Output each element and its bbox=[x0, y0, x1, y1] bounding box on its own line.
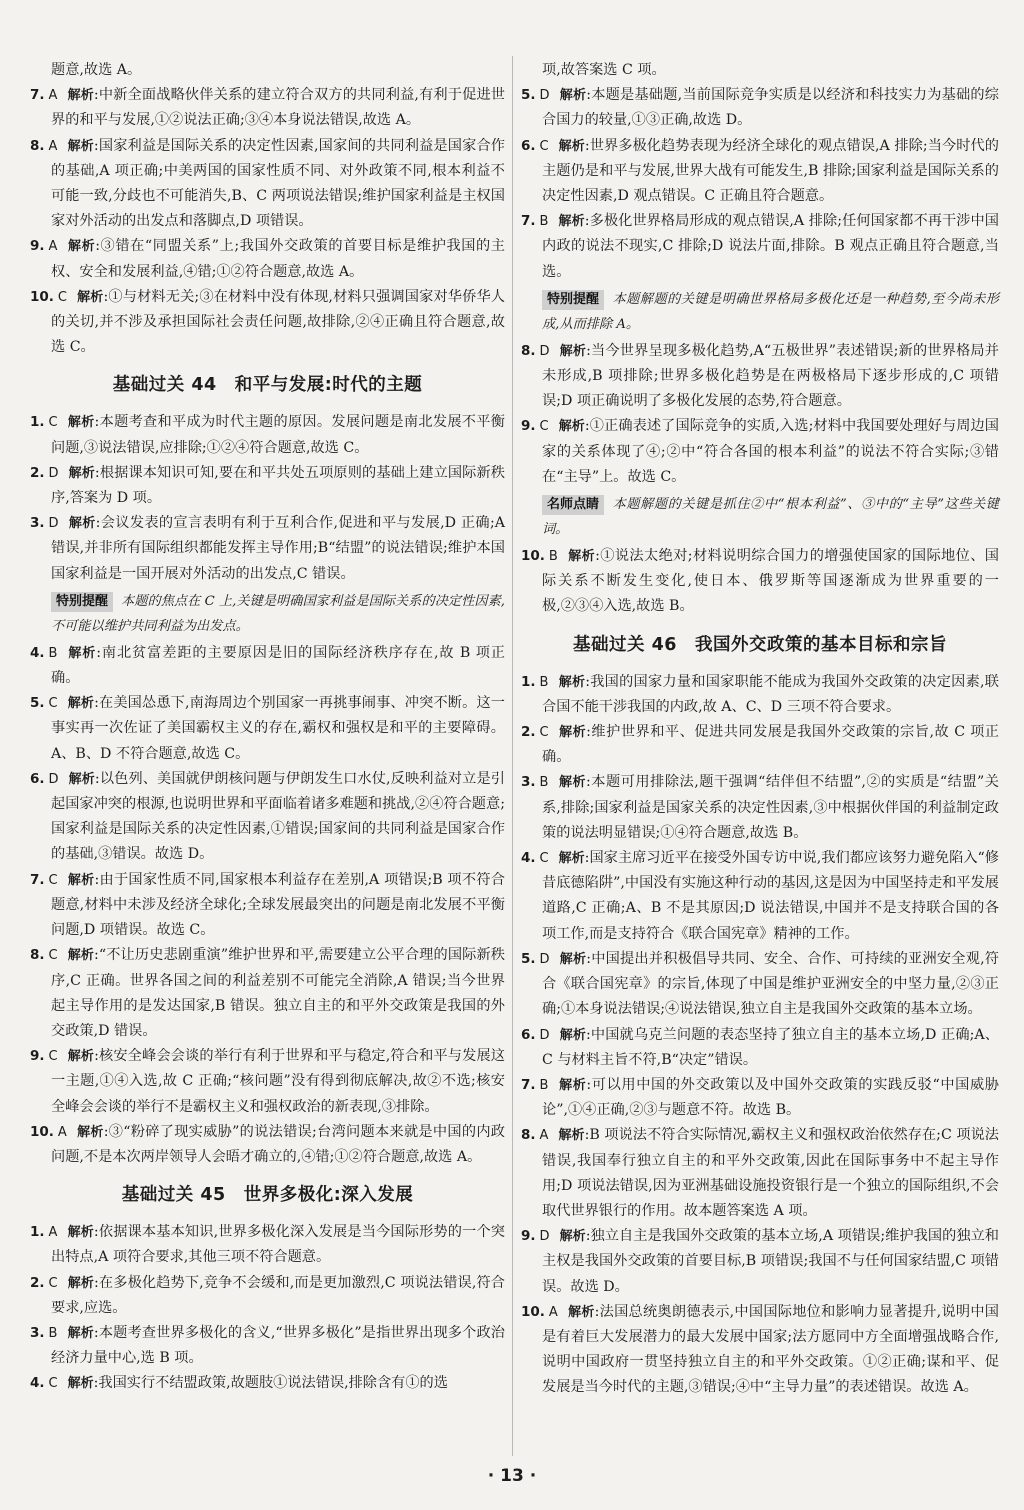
answer-item bbox=[521, 1073, 999, 1123]
answer-letter: B bbox=[48, 1325, 58, 1341]
question-number: 9. bbox=[521, 418, 536, 435]
left-column bbox=[30, 58, 505, 1397]
analysis-label: 解析 bbox=[67, 1275, 95, 1291]
answer-text: :依据课本基本知识,世界多极化深入发展是当今国际形势的一个突出特点,A 项符合要求,其他三项不符合题意。 bbox=[51, 1224, 505, 1266]
question-number: 10. bbox=[521, 548, 545, 565]
analysis-label: 解析 bbox=[67, 645, 97, 661]
tip-label: 特别提醒 bbox=[51, 592, 113, 612]
analysis-label: 解析 bbox=[67, 872, 95, 888]
answer-letter: D bbox=[48, 771, 59, 787]
question-number: 10. bbox=[30, 288, 54, 305]
answer-text: :①与材料无关;③在材料中没有体现,材料只强调国家对华侨华人的关切,并不涉及承担国际社会责任问题,故排除,②④正确且符合题意,故选 C。 bbox=[51, 288, 505, 356]
answer-letter: C bbox=[48, 1275, 58, 1291]
answer-text: :B 项说法不符合实际情况,霸权主义和强权政治依然存在;C 项说法错误,我国奉行独立自主的和平外交政策,因此在国际事务中不起主导作用;D 项说法错误,因为亚洲基础设施投资银行是一个独立的国际组织,不会取代世界银行的作用。故本题答案选 A 项。 bbox=[542, 1127, 999, 1219]
question-number: 10. bbox=[30, 1123, 54, 1140]
question-number: 7. bbox=[30, 871, 45, 888]
answer-item bbox=[30, 1044, 505, 1120]
answer-letter: A bbox=[48, 1225, 58, 1241]
answer-letter: C bbox=[48, 696, 58, 712]
answer-text: :本题是基础题,当前国际竞争实质是以经济和科技实力为基础的综合国力的较量,①③正确,故选 D。 bbox=[542, 87, 999, 129]
right-mid-items bbox=[521, 339, 999, 490]
answer-text: 项,故答案选 C 项。 bbox=[542, 62, 666, 78]
column-divider bbox=[512, 56, 513, 1456]
answer-text: :世界多极化趋势表现为经济全球化的观点错误,A 排除;当今时代的主题仍是和平与发展,世界大战有可能发生,B 排除;国家利益是国际关系的决定性因素,D 观点错误。C 正确且符合题意。 bbox=[542, 137, 999, 205]
analysis-label: 解析 bbox=[67, 88, 94, 104]
answer-text: :中国就乌克兰问题的表态坚持了独立自主的基本立场,D 正确;A、C 与材料主旨不符,B“决定”错误。 bbox=[542, 1026, 999, 1068]
question-number: 2. bbox=[30, 464, 45, 481]
tip-label: 名师点睛 bbox=[542, 495, 604, 515]
question-number: 5. bbox=[521, 87, 536, 104]
answer-item bbox=[30, 1120, 505, 1170]
question-number: 9. bbox=[521, 1228, 536, 1245]
answer-item bbox=[521, 947, 999, 1023]
answer-letter: A bbox=[48, 138, 58, 154]
analysis-label: 解析 bbox=[558, 214, 585, 230]
answer-text: :根据课本知识可知,要在和平共处五项原则的基础上建立国际新秩序,答案为 D 项。 bbox=[51, 464, 505, 507]
answer-item bbox=[30, 767, 505, 868]
section-title-46: 基础过关 46 我国外交政策的基本目标和宗旨 bbox=[573, 634, 947, 655]
answer-text: :本题可用排除法,题干强调“结伴但不结盟”,②的实质是“结盟”关系,排除;国家利益是国家关系的决定性因素,③中根据伙伴国的利益制定政策的说法明显错误;①④符合题意,故选 B。 bbox=[542, 774, 999, 841]
analysis-label: 解析 bbox=[558, 725, 587, 741]
answer-text: :以色列、美国就伊朗核问题与伊朗发生口水仗,反映利益对立是引起国家冲突的根源,也说明世界和平面临着诸多难题和挑战,②④符合题意;国家利益是国际关系的决定性因素,①错误;国家间的共同利益是国家合作的基础,③错误。故选 D。 bbox=[51, 770, 505, 863]
answer-text: :当今世界呈现多极化趋势,A“五极世界”表述错误;新的世界格局并未形成,B 项排除;世界多极化趋势是在两极格局下逐步形成的,C 项错误;D 项正确说明了多极化发展的态势,符合题意。 bbox=[542, 342, 999, 410]
section-44-items-b bbox=[30, 641, 505, 1170]
answer-letter: B bbox=[539, 775, 549, 791]
question-number: 7. bbox=[521, 1076, 536, 1093]
analysis-label: 解析 bbox=[67, 948, 95, 964]
answer-text: :会议发表的宣言表明有利于互利合作,促进和平与发展,D 正确;A 错误,并非所有国际组织都能发挥主导作用;B“结盟”的说法错误;维护本国国家利益是一国开展对外活动的出发点,C 错误。 bbox=[51, 515, 505, 582]
tip-text: 本题解题的关键是明确世界格局多极化还是一种趋势,至今尚未形成,从而排除 A。 bbox=[542, 291, 999, 332]
answer-letter: D bbox=[539, 1229, 550, 1245]
answer-letter: C bbox=[539, 138, 549, 154]
answer-item bbox=[30, 641, 505, 691]
tip-text: 本题的焦点在 C 上,关键是明确国家利益是国际关系的决定性因素,不可能以维护共同利益为出发点。 bbox=[51, 593, 505, 634]
analysis-label: 解析 bbox=[558, 419, 585, 435]
answer-letter: C bbox=[48, 1049, 58, 1065]
answer-item bbox=[521, 209, 999, 285]
answer-item bbox=[521, 1224, 999, 1300]
answer-item bbox=[30, 1271, 505, 1321]
analysis-label: 解析 bbox=[67, 1225, 94, 1241]
answer-item bbox=[521, 720, 999, 770]
tip-label: 特别提醒 bbox=[542, 290, 604, 310]
analysis-label: 解析 bbox=[67, 239, 96, 255]
answer-letter: D bbox=[539, 343, 550, 359]
question-number: 3. bbox=[521, 774, 536, 791]
question-number: 8. bbox=[521, 1127, 536, 1144]
section-45-items bbox=[30, 1220, 505, 1396]
analysis-label: 解析 bbox=[68, 771, 95, 787]
answer-text: :由于国家性质不同,国家根本利益存在差别,A 项错误;B 项不符合题意,材料中未涉及经济全球化;全球发展最突出的问题是南北发展不平衡问题,D 项错误。故选 C。 bbox=[51, 871, 505, 939]
question-number: 3. bbox=[30, 1324, 45, 1341]
answer-item bbox=[30, 134, 505, 235]
answer-item bbox=[30, 868, 505, 944]
section-title-44: 基础过关 44 和平与发展:时代的主题 bbox=[112, 375, 423, 396]
answer-letter: C bbox=[48, 1376, 58, 1392]
analysis-label: 解析 bbox=[558, 851, 585, 867]
answer-letter: B bbox=[539, 214, 549, 230]
analysis-label: 解析 bbox=[67, 138, 94, 154]
analysis-label: 解析 bbox=[558, 138, 585, 154]
answer-letter: C bbox=[57, 289, 67, 305]
answer-item bbox=[521, 1300, 999, 1401]
answer-text: :在美国怂恿下,南海周边个别国家一再挑事闹事、冲突不断。这一事实再一次佐证了美国霸权主义的存在,霸权和强权是和平的主要障碍。A、B、D 不符合题意,故选 C。 bbox=[51, 695, 505, 762]
answer-text: :国家主席习近平在接受外国专访中说,我们都应该努力避免陷入“修昔底德陷阱”,中国没有实施这种行动的基因,这是因为中国坚持走和平发展道路,C 正确;A、B 不是其原因;D 说法错误,中国并不是支持联合国的各项工作,而是支持符合《联合国宪章》精神的工作。 bbox=[542, 850, 999, 942]
answer-item bbox=[521, 846, 999, 947]
answer-item bbox=[521, 339, 999, 415]
answer-item bbox=[30, 1371, 505, 1396]
question-number: 2. bbox=[521, 724, 536, 741]
answer-text: :在多极化趋势下,竞争不会缓和,而是更加激烈,C 项说法错误,符合要求,应选。 bbox=[51, 1274, 505, 1316]
question-number: 5. bbox=[521, 950, 536, 967]
question-number: 4. bbox=[30, 1375, 45, 1392]
question-number: 8. bbox=[30, 947, 45, 964]
answer-text: :维护世界和平、促进共同发展是我国外交政策的宗旨,故 C 项正确。 bbox=[542, 724, 999, 766]
answer-letter: D bbox=[539, 951, 550, 967]
question-number: 6. bbox=[521, 1026, 536, 1043]
analysis-label: 解析 bbox=[77, 289, 104, 305]
answer-item bbox=[30, 511, 505, 587]
question-number: 7. bbox=[521, 213, 536, 230]
answer-letter: C bbox=[539, 725, 549, 741]
answer-text: :本题考查和平成为时代主题的原因。发展问题是南北发展不平衡问题,③说法错误,应排除;①②④符合题意,故选 C。 bbox=[51, 414, 505, 456]
answer-item bbox=[30, 1321, 505, 1371]
answer-text: :核安全峰会会谈的举行有利于世界和平与稳定,符合和平与发展这一主题,①④入选,故 C 正确;“核问题”没有得到彻底解决,故②不选;核安全峰会会谈的举行不是霸权主义和强权政治的新表现,③排除。 bbox=[51, 1048, 505, 1115]
question-number: 9. bbox=[30, 1048, 45, 1065]
answer-item bbox=[521, 414, 999, 490]
analysis-label: 解析 bbox=[67, 1376, 94, 1392]
answer-letter: B bbox=[539, 1077, 549, 1093]
question-number: 1. bbox=[30, 1224, 45, 1241]
answer-letter: A bbox=[48, 88, 58, 104]
analysis-label: 解析 bbox=[559, 88, 587, 104]
analysis-label: 解析 bbox=[567, 549, 596, 565]
answer-text: :独立自主是我国外交政策的基本立场,A 项错误;维护我国的独立和主权是我国外交政策的首要目标,B 项错误;我国不与任何国家结盟,C 项错误。故选 D。 bbox=[542, 1228, 999, 1295]
question-number: 1. bbox=[521, 673, 536, 690]
analysis-label: 解析 bbox=[76, 1124, 104, 1140]
answer-text: :中新全面战略伙伴关系的建立符合双方的共同利益,有利于促进世界的和平与发展,①②说法正确;③④本身说法错误,故选 A。 bbox=[51, 87, 505, 129]
answer-text: :多极化世界格局形成的观点错误,A 排除;任何国家都不再干涉中国内政的说法不现实,C 排除;D 说法片面,排除。B 观点正确且符合题意,当选。 bbox=[542, 213, 999, 280]
answer-text: :可以用中国的外交政策以及中国外交政策的实践反驳“中国威胁论”,①④正确,②③与题意不符。故选 B。 bbox=[542, 1076, 999, 1119]
answer-item bbox=[521, 544, 999, 620]
answer-letter: C bbox=[539, 851, 549, 867]
answer-text: :①说法太绝对;材料说明综合国力的增强使国家的国际地位、国际关系不断发生变化,使日本、俄罗斯等国逐渐成为世界重要的一极,②③④入选,故选 B。 bbox=[542, 548, 999, 615]
question-number: 1. bbox=[30, 414, 45, 431]
answer-item bbox=[30, 234, 505, 284]
analysis-label: 解析 bbox=[558, 775, 587, 791]
answer-item bbox=[521, 58, 999, 83]
answer-item bbox=[30, 461, 505, 511]
answer-item bbox=[521, 83, 999, 133]
analysis-label: 解析 bbox=[559, 1027, 586, 1043]
page-number: · 13 · bbox=[487, 1466, 537, 1486]
analysis-label: 解析 bbox=[67, 415, 95, 431]
question-number: 3. bbox=[30, 515, 45, 532]
answer-item bbox=[521, 1023, 999, 1073]
answer-letter: C bbox=[48, 872, 58, 888]
tip-text: 本题解题的关键是抓住②中“根本利益”、③中的“主导”这些关键词。 bbox=[542, 497, 999, 538]
right-item-10 bbox=[521, 544, 999, 620]
answer-text: :我国的国家力量和国家职能不能成为我国外交政策的决定因素,联合国不能干涉我国的内政,故 A、C、D 三项不符合要求。 bbox=[542, 673, 999, 715]
question-number: 10. bbox=[521, 1303, 545, 1320]
question-number: 5. bbox=[30, 695, 45, 712]
analysis-label: 解析 bbox=[558, 674, 586, 690]
answer-letter: A bbox=[57, 1124, 67, 1140]
analysis-label: 解析 bbox=[567, 1304, 595, 1320]
answer-text: :中国提出并积极倡导共同、安全、合作、可持续的亚洲安全观,符合《联合国宪章》的宗旨,体现了中国是维护亚洲安全的中坚力量,②③正确;①本身说法错误;④说法错误,独立自主是我国外交政策的基本立场。 bbox=[542, 950, 999, 1018]
answer-letter: D bbox=[539, 1027, 550, 1043]
answer-text: :本题考查世界多极化的含义,“世界多极化”是指世界出现多个政治经济力量中心,选 B 项。 bbox=[51, 1324, 505, 1367]
answer-letter: A bbox=[48, 239, 58, 255]
analysis-label: 解析 bbox=[68, 465, 95, 481]
section-44-items-a bbox=[30, 410, 505, 586]
analysis-label: 解析 bbox=[68, 516, 96, 532]
answer-letter: C bbox=[48, 948, 58, 964]
answer-item bbox=[30, 285, 505, 361]
answer-text: :①正确表述了国际竞争的实质,入选;材料中我国要处理好与周边国家的关系体现了④;②中“符合各国的根本利益”的说法不符合实际;③错在“主导”上。故选 C。 bbox=[542, 418, 999, 485]
analysis-label: 解析 bbox=[67, 696, 95, 712]
tip-box bbox=[30, 589, 505, 639]
right-top-items bbox=[521, 58, 999, 285]
answer-item bbox=[30, 691, 505, 767]
answer-letter: A bbox=[539, 1128, 549, 1144]
answer-text: :我国实行不结盟政策,故题肢①说法错误,排除含有①的选 bbox=[93, 1375, 448, 1392]
tip-box bbox=[521, 287, 999, 337]
section-title-45: 基础过关 45 世界多极化:深入发展 bbox=[121, 1185, 414, 1206]
answer-item bbox=[30, 1220, 505, 1270]
question-number: 8. bbox=[30, 137, 45, 154]
answer-item bbox=[30, 410, 505, 460]
question-number: 4. bbox=[30, 644, 45, 661]
answer-letter: B bbox=[48, 645, 58, 661]
answer-letter: A bbox=[548, 1304, 558, 1320]
analysis-label: 解析 bbox=[67, 1049, 95, 1065]
answer-letter: B bbox=[539, 674, 549, 690]
answer-item bbox=[30, 83, 505, 133]
question-number: 6. bbox=[521, 137, 536, 154]
analysis-label: 解析 bbox=[559, 343, 587, 359]
answer-text: :“不让历史悲剧重演”维护世界和平,需要建立公平合理的国际新秩序,C 正确。世界各国之间的利益差别不可能完全消除,A 错误;当今世界起主导作用的是发达国家,B 错误。独立自主的和平外交政策是我国的外交政策,D 错误。 bbox=[51, 947, 505, 1039]
section-46-items bbox=[521, 670, 999, 1401]
answer-text: :南北贫富差距的主要原因是旧的国际经济秩序存在,故 B 项正确。 bbox=[51, 644, 505, 687]
answer-text: :③“粉碎了现实威胁”的说法错误;台湾问题本来就是中国的内政问题,不是本次两岸领导人会晤才确立的,④错;①②符合题意,故选 A。 bbox=[51, 1123, 505, 1165]
answer-text: 题意,故选 A。 bbox=[51, 62, 142, 78]
question-number: 9. bbox=[30, 238, 45, 255]
answer-letter: D bbox=[48, 465, 59, 481]
analysis-label: 解析 bbox=[67, 1325, 94, 1341]
question-number: 2. bbox=[30, 1274, 45, 1291]
answer-letter: C bbox=[539, 419, 549, 435]
left-top-items bbox=[30, 58, 505, 360]
question-number: 8. bbox=[521, 342, 536, 359]
right-column bbox=[521, 58, 999, 1401]
answer-item bbox=[30, 943, 505, 1044]
question-number: 6. bbox=[30, 770, 45, 787]
answer-item bbox=[521, 770, 999, 846]
answer-letter: D bbox=[48, 516, 59, 532]
answer-letter: B bbox=[548, 549, 558, 565]
analysis-label: 解析 bbox=[558, 1077, 587, 1093]
analysis-label: 解析 bbox=[559, 1229, 586, 1245]
answer-text: :③错在“同盟关系”上;我国外交政策的首要目标是维护我国的主权、安全和发展利益,④错;①②符合题意,故选 A。 bbox=[51, 238, 505, 280]
question-number: 7. bbox=[30, 87, 45, 104]
tip-box bbox=[521, 492, 999, 542]
answer-item bbox=[521, 134, 999, 210]
analysis-label: 解析 bbox=[558, 1128, 585, 1144]
answer-item bbox=[30, 58, 505, 83]
answer-item bbox=[521, 670, 999, 720]
question-number: 4. bbox=[521, 850, 536, 867]
answer-letter: D bbox=[539, 88, 550, 104]
analysis-label: 解析 bbox=[559, 951, 587, 967]
answer-text: :国家利益是国际关系的决定性因素,国家间的共同利益是国家合作的基础,A 项正确;中美两国的国家性质不同、对外政策不同,根本利益不可能一致,分歧也不可能消失,B、C 两项说法错误;维护国家利益是主权国家对外活动的出发点和落脚点,D 项错误。 bbox=[51, 137, 505, 230]
answer-text: :法国总统奥朗德表示,中国国际地位和影响力显著提升,说明中国是有着巨大发展潜力的最大发展中国家;法方愿同中方全面增强战略合作,说明中国政府一贯坚持独立自主的和平外交政策。①②正确;谋和平、促发展是当今时代的主题,③错误;④中“主导力量”的表述错误。故选 A。 bbox=[542, 1303, 999, 1396]
answer-item bbox=[521, 1123, 999, 1224]
answer-letter: C bbox=[48, 415, 58, 431]
